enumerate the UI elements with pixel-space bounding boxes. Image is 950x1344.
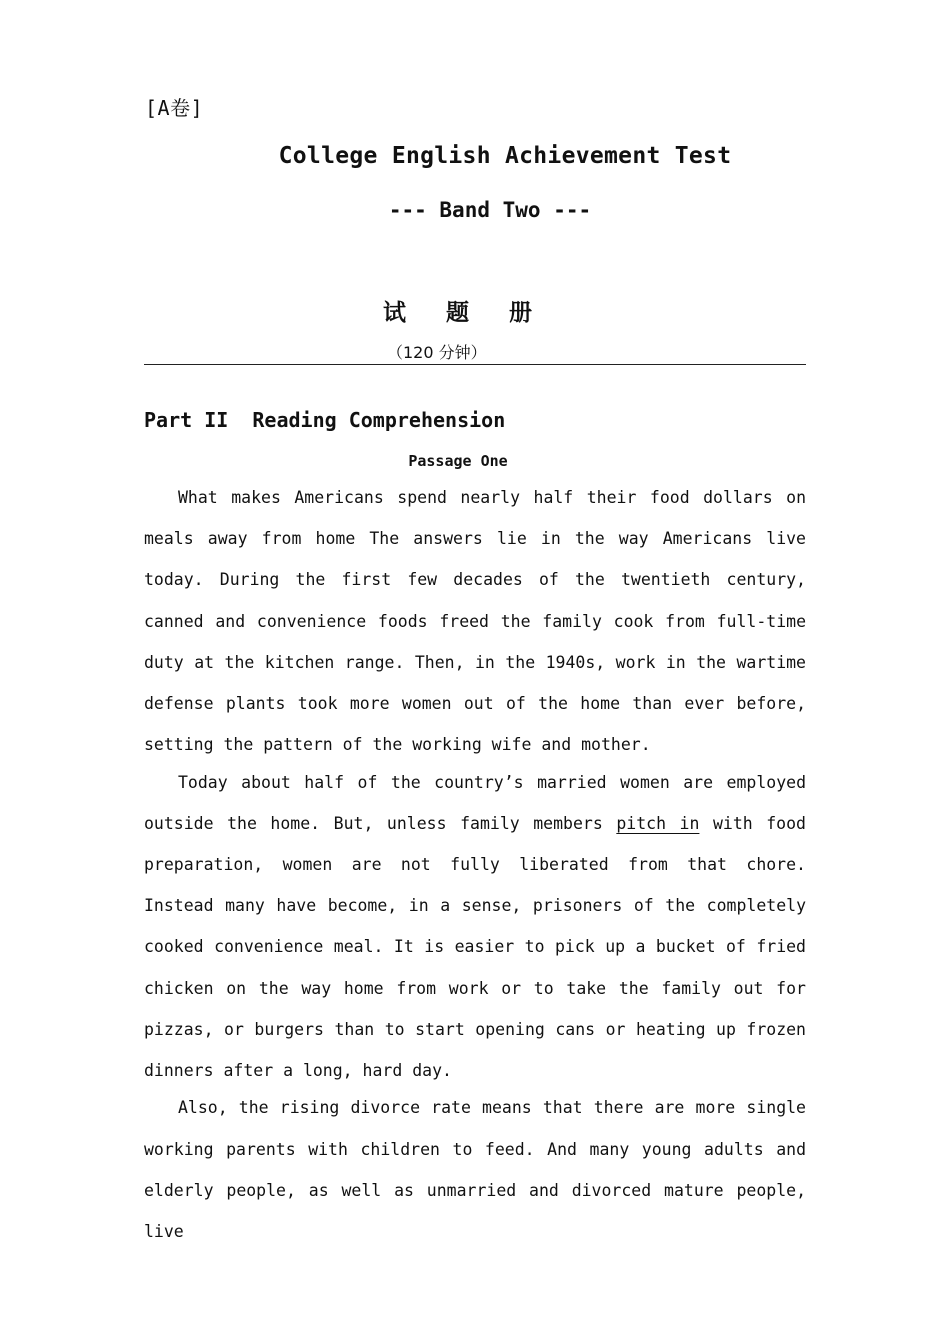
paragraph-2-text-before: Today about half of the country’s married women are employed outside the home. But, unless family members: [144, 772, 806, 833]
paragraph-2-text-after: with food preparation, women are not fully liberated from that chore. Instead many have become, in a sense, prisoners of the completely cooked convenience meal. It is easier to pick up a bucket of fried chicken on the way home from work or to take the family out for pizzas, or burgers than to start opening cans or heating up frozen dinners after a long, hard day.: [144, 813, 806, 1081]
passage-paragraph-3: Also, the rising divorce rate means that there are more single working parents with children to feed. And many young adults and elderly people, as well as unmarried and divorced mature people, live: [144, 1098, 806, 1242]
exam-title: College English Achievement Test: [278, 143, 732, 169]
passage-body: [144, 477, 806, 1248]
booklet-label: 试 题 册: [383, 300, 533, 326]
exam-subtitle: --- Band Two ---: [388, 198, 592, 222]
underlined-phrase: pitch in: [616, 813, 700, 833]
volume-label: [A卷]: [145, 96, 204, 120]
header-divider: [144, 364, 806, 365]
passage-paragraph-1: What makes Americans spend nearly half their food dollars on meals away from home The answers lie in the way Americans live today. During the first few decades of the twentieth century, canned and convenience foods freed the family cook from full-time duty at the kitchen range. Then, in the 1940s, work in the wartime defense plants took more women out of the home than ever before, setting the pattern of the working wife and mother.: [144, 488, 806, 755]
part-heading: Part II Reading Comprehension: [144, 408, 506, 432]
passage-title: Passage One: [408, 452, 508, 470]
passage-paragraph-2: [144, 762, 806, 1092]
duration-label: （120 分钟）: [387, 343, 487, 362]
